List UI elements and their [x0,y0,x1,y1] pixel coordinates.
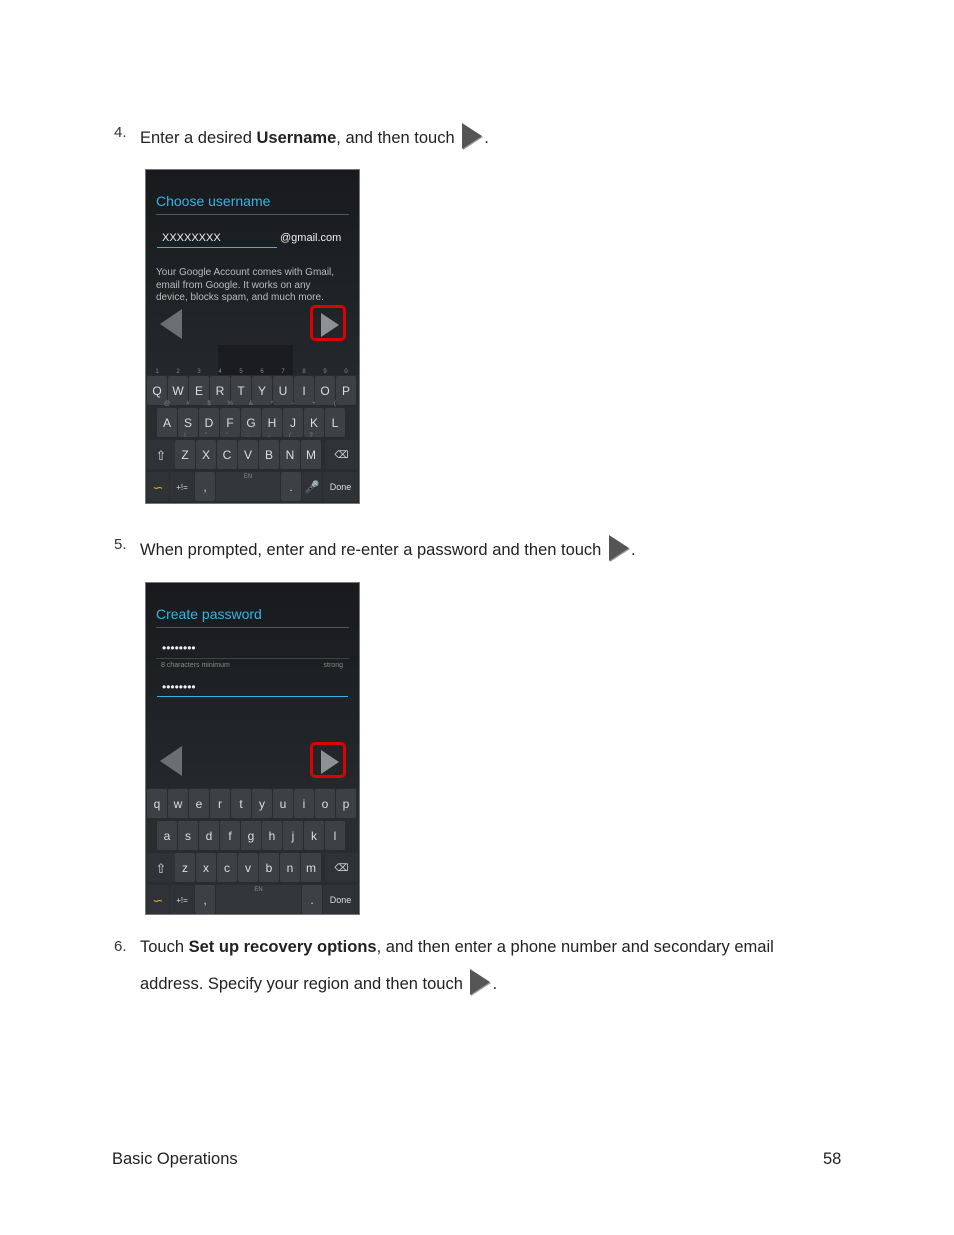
key[interactable]: 6 Y [252,376,272,405]
key[interactable]: r [210,789,230,818]
key[interactable]: % F [220,408,240,437]
space-key[interactable]: EN [216,472,280,501]
done-key[interactable]: Done [323,885,358,914]
comma-key[interactable]: , [195,472,215,501]
confirm-password-input[interactable]: •••••••• [162,680,196,694]
key[interactable]: j [283,821,303,850]
account-info-line: email from Google. It works on any [156,279,311,291]
text-segment: . [492,975,498,993]
step-number: 5. [114,536,127,553]
key[interactable]: s [178,821,198,850]
next-arrow-icon [321,750,339,774]
key[interactable]: d [199,821,219,850]
step-text [140,937,774,957]
key[interactable]: 1 Q [147,376,167,405]
key[interactable]: ' C [217,440,237,469]
shift-key-icon[interactable]: ⇧ [147,853,175,882]
text-segment: address. Specify your region and then touch [140,975,463,993]
key[interactable]: & G [241,408,261,437]
keyboard-row [146,884,359,915]
back-arrow-icon[interactable] [160,309,182,339]
key[interactable]: c [217,853,237,882]
next-arrow-icon [462,123,482,149]
title-divider [156,627,349,628]
key[interactable]: ; B [259,440,279,469]
input-underline [157,696,348,697]
key[interactable]: p [336,789,356,818]
step-number: 6. [114,938,127,955]
step-text-line2 [140,969,497,995]
key[interactable]: f [220,821,240,850]
next-button[interactable] [310,305,346,341]
text-segment: When prompted, enter and re-enter a password and then touch [140,541,602,559]
create-password-screenshot [145,582,360,915]
key[interactable]: y [252,789,272,818]
key[interactable]: w [168,789,188,818]
key[interactable]: v [238,853,258,882]
text-segment: . [484,129,489,147]
password-min-hint: 8 characters minimum [161,662,230,669]
step-text [140,535,636,561]
account-info-line: device, blocks spam, and much more. [156,292,324,303]
password-strength: strong [323,662,343,669]
space-key[interactable]: EN [216,885,301,914]
period-key[interactable]: . [281,472,301,501]
key[interactable]: o [315,789,335,818]
next-button[interactable] [310,742,346,778]
backspace-key-icon[interactable]: ⌫ [325,440,358,469]
key[interactable]: ! Z [175,440,195,469]
key[interactable]: 3 E [189,376,209,405]
key[interactable]: 4 R [210,376,230,405]
key[interactable]: k [304,821,324,850]
key[interactable]: e [189,789,209,818]
screen-title: Create password [156,606,262,622]
key[interactable]: a [157,821,177,850]
account-info-line: Your Google Account comes with Gmail, [156,267,335,278]
input-underline [157,247,277,248]
key[interactable]: 9 O [315,376,335,405]
page-number: 58 [823,1150,842,1168]
key[interactable]: * H [262,408,282,437]
text-segment: Touch [140,938,189,956]
microphone-icon[interactable]: 🎤 [302,472,322,501]
key[interactable]: t [231,789,251,818]
key[interactable]: 5 T [231,376,251,405]
password-input[interactable]: •••••••• [162,641,196,655]
gmail-domain-label: @gmail.com [280,232,342,244]
backspace-key-icon[interactable]: ⌫ [325,853,358,882]
next-arrow-icon [609,535,629,561]
key[interactable]: 7 U [273,376,293,405]
key[interactable]: x [196,853,216,882]
text-segment: , and then touch [336,129,455,147]
comma-key[interactable]: , [195,885,215,914]
key[interactable]: ? M [301,440,321,469]
username-input[interactable]: XXXXXXXX [162,232,221,244]
key[interactable]: l [325,821,345,850]
key[interactable]: + K [304,408,324,437]
key[interactable]: # S [178,408,198,437]
title-divider [156,214,349,215]
key[interactable]: m [301,853,321,882]
next-arrow-icon [321,313,339,337]
key[interactable]: : V [238,440,258,469]
shift-key-icon[interactable]: ⇧ [147,440,175,469]
symbols-key[interactable]: +!= [170,885,194,914]
step-number: 4. [114,124,127,141]
text-segment: , and then enter a phone number and secondary email [376,938,774,956]
key[interactable]: ( L [325,408,345,437]
key[interactable]: i [294,789,314,818]
keyboard-row [146,471,359,502]
keyboard [146,369,359,503]
keyboard-row [146,433,359,470]
key[interactable]: 8 I [294,376,314,405]
key[interactable]: u [273,789,293,818]
text-segment: . [630,541,636,559]
key[interactable]: 2 W [168,376,188,405]
done-key[interactable]: Done [323,472,358,501]
swype-icon[interactable]: ∽ [147,472,169,501]
key[interactable]: g [241,821,261,850]
symbols-key[interactable]: +!= [170,472,194,501]
bold-term: Set up recovery options [188,938,377,956]
keyboard-row [146,788,359,819]
keyboard-row [146,820,359,851]
input-underline [156,658,349,659]
back-arrow-icon[interactable] [160,746,182,776]
key[interactable]: n [280,853,300,882]
step-text [140,123,489,149]
period-key[interactable]: . [302,885,322,914]
key[interactable]: q [147,789,167,818]
key[interactable]: - J [283,408,303,437]
choose-username-screenshot [145,169,360,504]
keyboard [146,788,359,914]
key[interactable]: / N [280,440,300,469]
bold-term: Username [256,129,337,147]
footer-section-title: Basic Operations [112,1150,238,1168]
key[interactable]: $ D [199,408,219,437]
key[interactable]: 0 P [336,376,356,405]
key[interactable]: " X [196,440,216,469]
key[interactable]: h [262,821,282,850]
next-arrow-icon [470,969,490,995]
keyboard-row [146,852,359,883]
swype-icon[interactable]: ∽ [147,885,169,914]
key[interactable]: z [175,853,195,882]
key[interactable]: b [259,853,279,882]
text-segment: Enter a desired [140,129,257,147]
screen-title: Choose username [156,193,271,209]
key[interactable]: @ A [157,408,177,437]
